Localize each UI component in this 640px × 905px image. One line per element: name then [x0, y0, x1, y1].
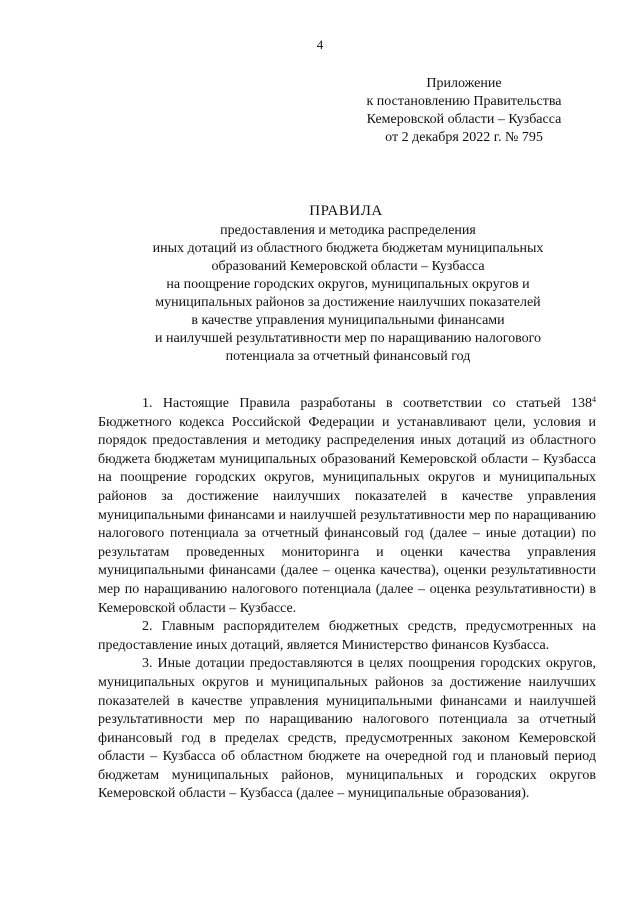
subtitle-line: в качестве управления муниципальными финансами [191, 313, 505, 328]
article-superscript: 4 [592, 395, 596, 404]
paragraph-1-start: 1. Настоящие Правила разработаны в соответствии со статьей 138 [142, 396, 592, 411]
paragraph-1-rest: Бюджетного кодекса Российской Федерации и устанавливают цели, условия и порядок предоставления и методику распределения иных дотаций из областного бюджета бюджетам муниципальных образований Кемеровской области – Кузбасса на поощрение городских округов, муниципальных округов и муниципальных районов за достижение наилучших показателей в качестве управления муниципальными финансами и наилучшей результативности мер по наращиванию налогового потенциала за отчетный финансовый год (далее – иные дотации) по результатам проведенных мониторинга и оценки качества управления муниципальными финансами (далее – оценка качества), оценки результативности мер по наращиванию налогового потенциала (далее – оценка результативности) в Кемеровской области – Кузбассе. [98, 414, 596, 616]
paragraph-1 [98, 395, 596, 618]
appendix-line: Кемеровской области – Кузбасса [366, 112, 562, 127]
document-title: ПРАВИЛА [309, 203, 383, 219]
subtitle-line: на поощрение городских округов, муниципальных округов и [166, 277, 530, 292]
subtitle-line: муниципальных районов за достижение наилучших показателей [155, 295, 541, 310]
subtitle-line: и наилучшей результативности мер по наращиванию налогового [154, 331, 542, 346]
paragraph-2: 2. Главным распорядителем бюджетных средств, предусмотренных на предоставление иных дотаций, является Министерство финансов Кузбасса. [98, 619, 596, 653]
appendix-line: к постановлению Правительства [366, 94, 562, 109]
subtitle-line: иных дотаций из областного бюджета бюджетам муниципальных [152, 241, 544, 256]
subtitle-line: потенциала за отчетный финансовый год [225, 349, 471, 364]
appendix-line: от 2 декабря 2022 г. № 795 [385, 130, 543, 145]
document-body [98, 395, 596, 804]
page-number: 4 [316, 37, 324, 52]
subtitle-line: образований Кемеровской области – Кузбасса [211, 259, 485, 274]
paragraph-3: 3. Иные дотации предоставляются в целях поощрения городских округов, муниципальных округов и муниципальных районов за достижение наилучших показателей в качестве управления муниципальными финансами и наилучшей результативности мер по наращиванию налогового потенциала за отчетный финансовый год в пределах средств, предусмотренных законом Кемеровской области – Кузбасса об областном бюджете на очередной год и плановый период бюджетам муниципальных районов, муниципальных и городских округов Кемеровской области – Кузбасса (далее – муниципальные образования). [98, 656, 596, 802]
document-subtitle [100, 222, 596, 366]
appendix-block [340, 75, 588, 147]
appendix-line: Приложение [426, 76, 502, 91]
subtitle-line: предоставления и методика распределения [220, 223, 476, 238]
